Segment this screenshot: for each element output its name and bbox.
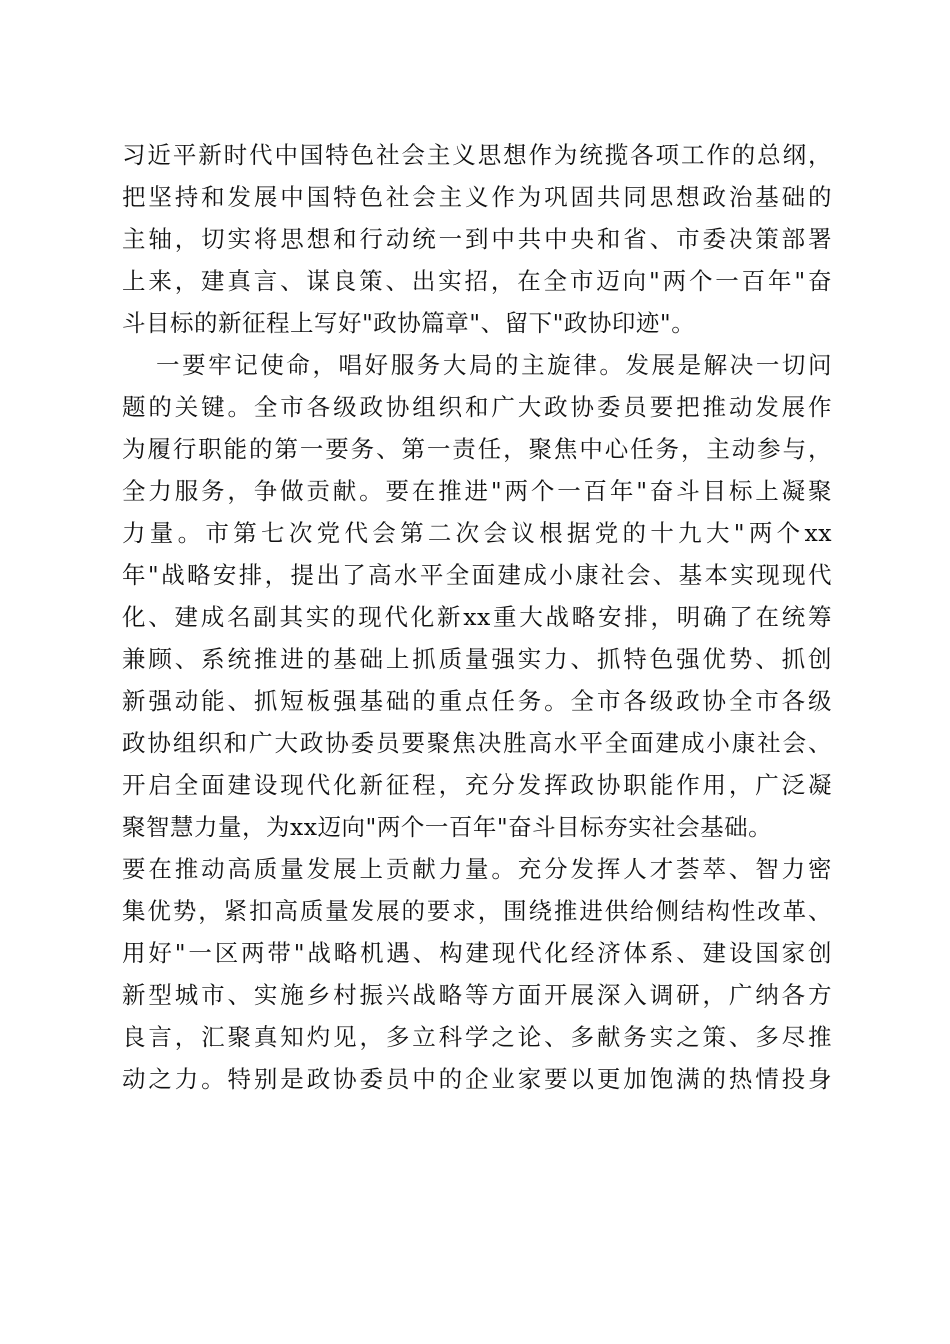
text-line: 开启全面建设现代化新征程，充分发挥政协职能作用，广泛凝: [122, 771, 832, 799]
text-line: 聚智慧力量，为xx迈向"两个一百年"奋斗目标夯实社会基础。: [122, 813, 773, 841]
text-line: 要在推动高质量发展上贡献力量。充分发挥人才荟萃、智力密: [122, 855, 832, 883]
text-line: 兼顾、系统推进的基础上抓质量强实力、抓特色强优势、抓创: [122, 645, 832, 673]
text-line: 一要牢记使命，唱好服务大局的主旋律。发展是解决一切问: [156, 351, 832, 379]
text-line: 年"战略安排，提出了高水平全面建成小康社会、基本实现现代: [122, 561, 832, 589]
text-line: 全力服务，争做贡献。要在推进"两个一百年"奋斗目标上凝聚: [122, 477, 832, 505]
text-line: 为履行职能的第一要务、第一责任，聚焦中心任务，主动参与，: [122, 435, 832, 463]
text-line: 习近平新时代中国特色社会主义思想作为统揽各项工作的总纲，: [122, 141, 832, 169]
text-line: 新强动能、抓短板强基础的重点任务。全市各级政协全市各级: [122, 687, 832, 715]
text-line: 力量。市第七次党代会第二次会议根据党的十九大"两个xx: [122, 519, 832, 547]
text-line: 用好"一区两带"战略机遇、构建现代化经济体系、建设国家创: [122, 939, 832, 967]
text-line: 上来，建真言、谋良策、出实招，在全市迈向"两个一百年"奋: [122, 267, 832, 295]
text-line: 集优势，紧扣高质量发展的要求，围绕推进供给侧结构性改革、: [122, 897, 832, 925]
text-line: 题的关键。全市各级政协组织和广大政协委员要把推动发展作: [122, 393, 832, 421]
text-line: 把坚持和发展中国特色社会主义作为巩固共同思想政治基础的: [122, 183, 832, 211]
text-line: 新型城市、实施乡村振兴战略等方面开展深入调研，广纳各方: [122, 981, 832, 1009]
text-line: 政协组织和广大政协委员要聚焦决胜高水平全面建成小康社会、: [122, 729, 832, 757]
text-line: 主轴，切实将思想和行动统一到中共中央和省、市委决策部署: [122, 225, 832, 253]
text-line: 化、建成名副其实的现代化新xx重大战略安排，明确了在统筹: [122, 603, 832, 631]
text-line: 良言，汇聚真知灼见，多立科学之论、多献务实之策、多尽推: [122, 1023, 832, 1051]
text-line: 斗目标的新征程上写好"政协篇章"、留下"政协印迹"。: [122, 309, 696, 337]
body-text: [122, 134, 832, 1100]
text-line: 动之力。特别是政协委员中的企业家要以更加饱满的热情投身: [122, 1065, 832, 1093]
